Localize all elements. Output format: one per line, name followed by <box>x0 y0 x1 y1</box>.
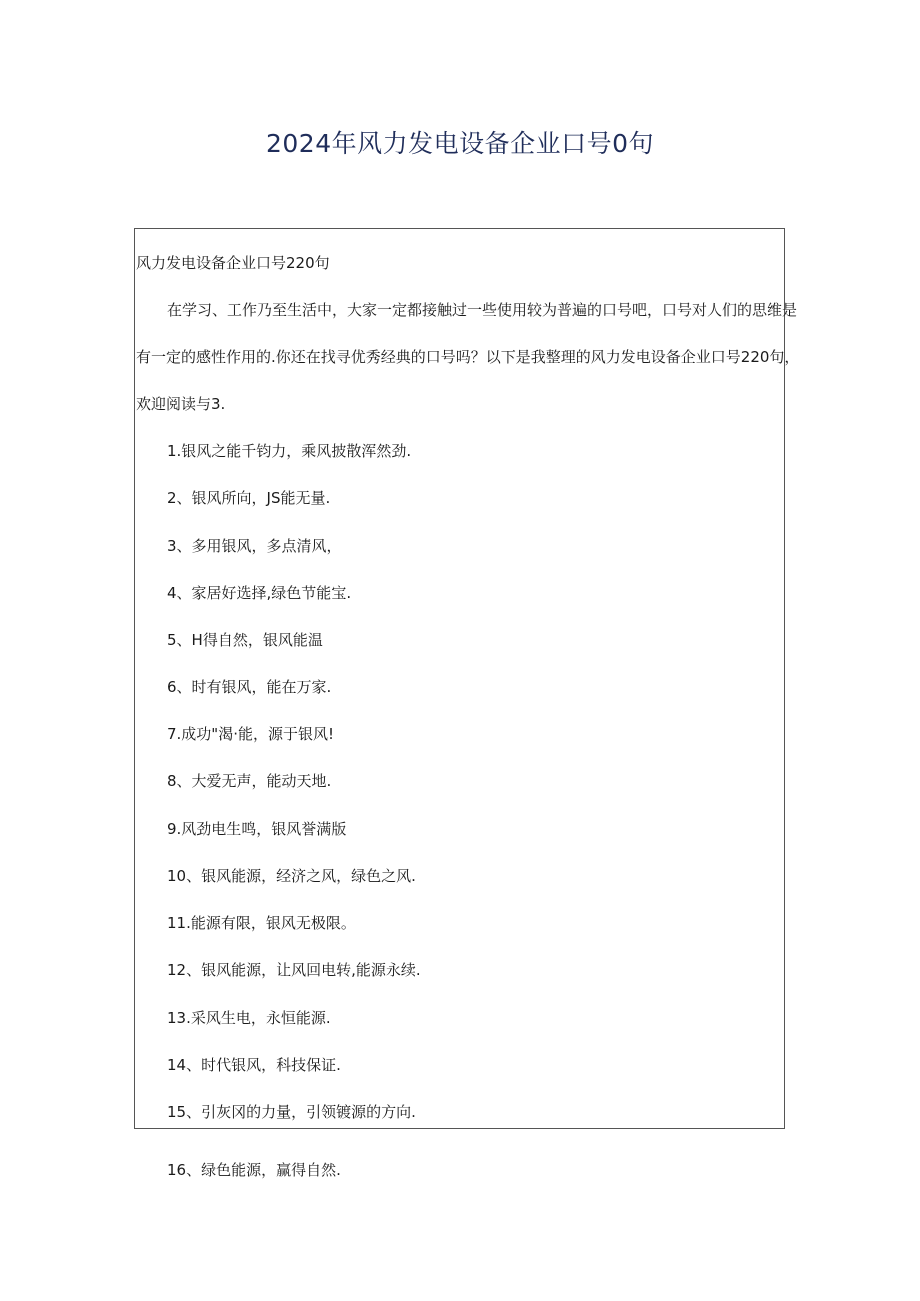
intro-line: 在学习、工作乃至生活中，大家一定都接触过一些使用较为普遍的口号吧，口号对人们的思维是 <box>167 301 798 319</box>
slogan-item: 5、H得自然，银风能温 <box>167 631 323 649</box>
intro-line: 有一定的感性作用的.你还在找寻优秀经典的口号吗？以下是我整理的风力发电设备企业口号220句， <box>136 348 800 366</box>
intro-line: 欢迎阅读与3. <box>136 395 226 413</box>
slogan-item: 4、家居好选择,绿色节能宝. <box>167 584 352 602</box>
document-subtitle: 风力发电设备企业口号220句 <box>136 254 330 272</box>
slogan-item: 10、银风能源，经济之风，绿色之风. <box>167 867 416 885</box>
slogan-item: 13.采风生电，永恒能源. <box>167 1009 331 1027</box>
slogan-item: 1.银风之能千钧力，乘风披散浑然劲. <box>167 442 412 460</box>
slogan-item: 8、大爱无声，能动天地. <box>167 772 332 790</box>
document-title: 2024年风力发电设备企业口号0句 <box>265 129 655 158</box>
slogan-item: 15、引灰冈的力量，引领镀源的方向. <box>167 1103 416 1121</box>
slogan-item: 12、银风能源，让风回电转,能源永续. <box>167 961 421 979</box>
slogan-item: 3、多用银风，多点清风， <box>167 537 342 555</box>
slogan-item: 6、时有银风，能在万家. <box>167 678 332 696</box>
slogan-item: 16、绿色能源，赢得自然. <box>167 1161 341 1179</box>
slogan-item: 2、银风所向，JS能无量. <box>167 489 331 507</box>
slogan-item: 11.能源有限，银风无极限。 <box>167 914 356 932</box>
slogan-item: 7.成功"渴·能，源于银风! <box>167 725 334 743</box>
slogan-item: 14、时代银风，科技保证. <box>167 1056 341 1074</box>
slogan-item: 9.风劲电生鸣，银风誉满版 <box>167 820 347 838</box>
